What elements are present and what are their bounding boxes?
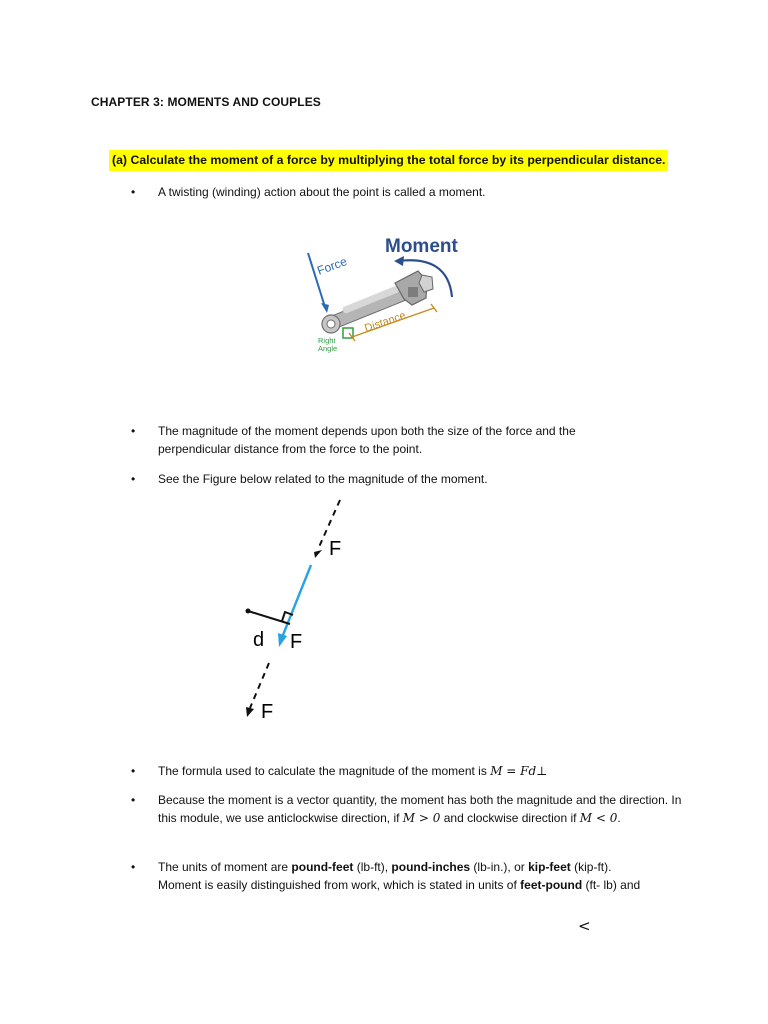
force-distance-figure: [235, 495, 355, 725]
moment-formula: M = Fd⊥: [490, 764, 548, 778]
force-label: Force: [315, 254, 349, 278]
distance-label: Distance: [363, 309, 408, 335]
unit-pound-feet: pound-feet: [291, 860, 354, 874]
corner-mark: <: [578, 917, 591, 935]
unit-pound-inches: pound-inches: [391, 860, 471, 874]
bullet-text-formula: [158, 762, 678, 780]
right-angle-label-line-1: Right: [318, 336, 336, 345]
upper-force-label: F: [329, 538, 342, 560]
unit-feet-pound: feet-pound: [520, 878, 583, 892]
direction-text-part-1: Because the moment is a vector quantity, the moment has both the magnitude and the direction. In this module, we use anticlockwise direction, if: [158, 793, 682, 825]
lower-arrowhead: [246, 707, 254, 717]
force-arrow-line: [283, 565, 311, 635]
right-angle-label-line-2: Angle: [318, 344, 338, 353]
clockwise-condition: M < 0: [579, 811, 618, 825]
section-heading-highlighted: (a) Calculate the moment of a force by multiplying the total force by its perpendicular distance.: [109, 150, 668, 171]
direction-text-part-3: .: [617, 811, 621, 825]
bullet-dot: •: [131, 764, 136, 778]
upper-arrowhead: [314, 550, 322, 558]
bullet-text-moment-definition: [158, 183, 678, 201]
lower-force-label: F: [261, 701, 274, 723]
force-arrowhead: [321, 303, 329, 313]
moment-definition-text: A twisting (winding) action about the point is called a moment.: [158, 185, 486, 199]
moment-label: Moment: [385, 236, 458, 257]
bullet-dot: •: [131, 472, 136, 486]
units-text-part-3: (lb-in.), or: [470, 860, 529, 874]
bullet-text-see-figure: [158, 470, 678, 488]
distance-tick-right: [431, 304, 437, 312]
bullet-dot: •: [131, 860, 136, 874]
bullet-text-magnitude: [158, 422, 628, 458]
wrench-moment-figure: [300, 225, 475, 360]
moment-arrowhead: [394, 256, 404, 266]
units-text-part-5: (ft- lb) and: [582, 878, 641, 892]
direction-text-part-2: and clockwise direction if: [440, 811, 580, 825]
middle-force-label: F: [290, 631, 303, 653]
bullet-text-units: [158, 858, 658, 894]
magnitude-description-text: The magnitude of the moment depends upon both the size of the force and the perpendicular distance from the force to the point.: [158, 424, 576, 456]
units-text-part-4: (kip-ft). Moment is easily distinguished from work, which is stated in units of: [158, 860, 612, 892]
units-text-part-2: (lb-ft),: [353, 860, 392, 874]
chapter-title: CHAPTER 3: MOMENTS AND COUPLES: [91, 95, 321, 109]
distance-tick-left: [349, 333, 355, 341]
bullet-dot: •: [131, 793, 136, 807]
distance-label: d: [253, 629, 265, 651]
bullet-dot: •: [131, 424, 136, 438]
anticlockwise-condition: M > 0: [402, 811, 441, 825]
formula-intro-text: The formula used to calculate the magnitude of the moment is: [158, 764, 491, 778]
bullet-text-direction: [158, 791, 683, 827]
see-figure-text: See the Figure below related to the magnitude of the moment.: [158, 472, 488, 486]
force-arrowhead: [278, 633, 287, 647]
bullet-dot: •: [131, 185, 136, 199]
unit-kip-feet: kip-feet: [528, 860, 571, 874]
units-text-part-1: The units of moment are: [158, 860, 292, 874]
